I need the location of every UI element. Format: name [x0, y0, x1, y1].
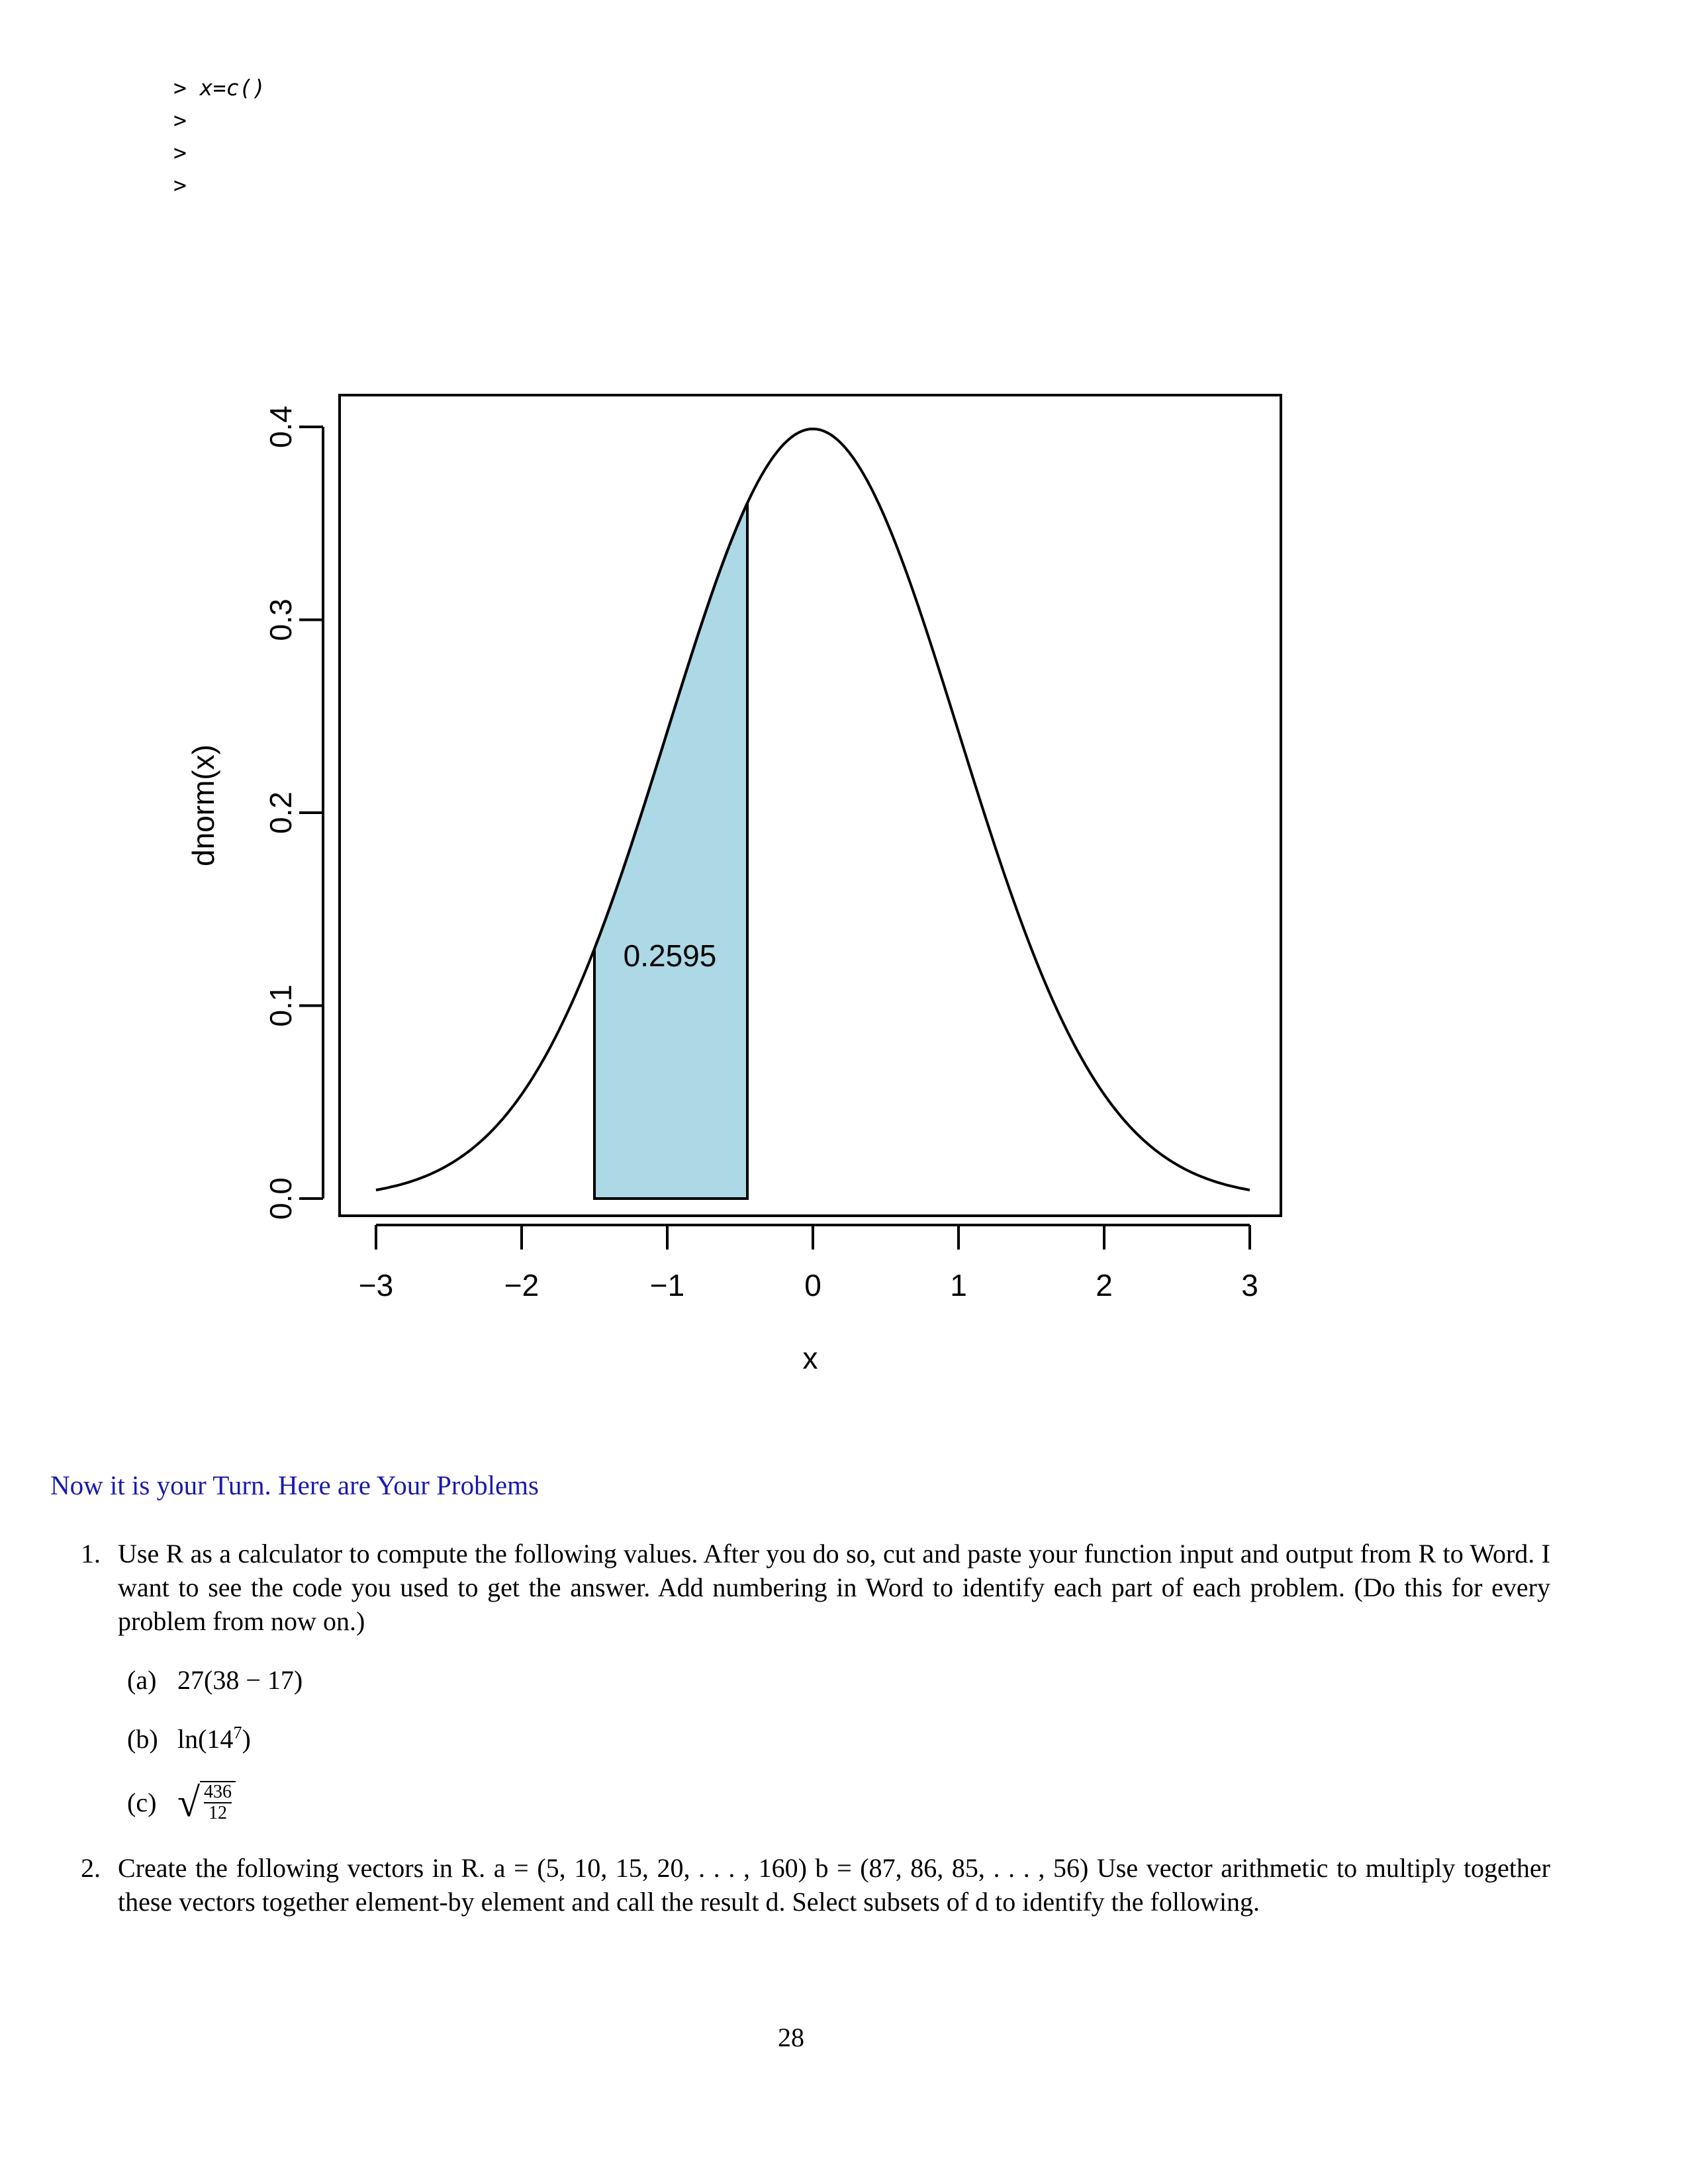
console-line: > [173, 140, 187, 165]
y-axis-label: dnorm(x) [186, 744, 220, 867]
sqrt-sign-icon: √ [177, 1780, 201, 1825]
y-tick-label: 0.2 [263, 792, 298, 834]
problem-text: Use R as a calculator to compute the following values. After you do so, cut and paste your function input and output from R to Word. I want to see the code you used to get the answer. Add numbering in Word to identify each part of each problem. (Do this for every problem from now on.) [118, 1539, 1550, 1636]
problem-1a [127, 1663, 1550, 1697]
x-axis-label: x [802, 1341, 818, 1375]
expr-end: ) [242, 1724, 251, 1754]
console-line: > x=c() [173, 75, 266, 101]
x-tick-label: 1 [950, 1268, 967, 1302]
part-label: (b) [127, 1724, 158, 1754]
section-title: Now it is your Turn. Here are Your Problems [50, 1470, 539, 1500]
page-number: 28 [778, 2023, 804, 2052]
problem-number: 2. [81, 1853, 101, 1883]
problem-1b [127, 1722, 1550, 1756]
problem-text: Create the following vectors in R. a = (5, 10, 15, 20, . . . , 160) b = (87, 86, 85, . . . , 56) Use vector arithmetic to multiply together these vectors together element-by element and call the result d. Select subsets of d to identify the following. [118, 1853, 1550, 1917]
x-tick-label: −2 [504, 1268, 539, 1302]
x-tick-label: −1 [649, 1268, 685, 1302]
expr-exponent: 7 [233, 1723, 242, 1743]
x-tick-label: 2 [1096, 1268, 1113, 1302]
part-expression: 27(38 − 17) [177, 1665, 303, 1695]
console-line: > [173, 107, 187, 133]
part-label: (c) [127, 1787, 157, 1817]
problem-number: 1. [81, 1539, 101, 1569]
x-tick-label: 0 [804, 1268, 821, 1302]
problem-1 [81, 1537, 1550, 1638]
density-curve [376, 429, 1250, 1190]
problem-1c [127, 1781, 1550, 1823]
fraction [200, 1781, 236, 1823]
console-line: > [173, 172, 187, 198]
sqrt-expression [177, 1781, 236, 1823]
x-tick-label: 3 [1241, 1268, 1258, 1302]
y-tick-label: 0.1 [263, 984, 298, 1027]
part-expression [177, 1722, 251, 1756]
part-label: (a) [127, 1665, 157, 1695]
expr-base: ln(14 [177, 1724, 234, 1754]
problem-list [81, 1537, 1550, 1919]
area-annotation: 0.2595 [623, 938, 717, 973]
denominator: 12 [209, 1803, 228, 1823]
plot-frame [340, 395, 1281, 1216]
shaded-area [594, 503, 747, 1199]
y-tick-label: 0.3 [263, 598, 298, 641]
y-tick-label: 0.4 [263, 406, 298, 448]
y-tick-label: 0.0 [263, 1177, 298, 1220]
numerator: 436 [204, 1782, 232, 1802]
problem-2 [81, 1851, 1550, 1919]
x-tick-label: −3 [358, 1268, 394, 1302]
